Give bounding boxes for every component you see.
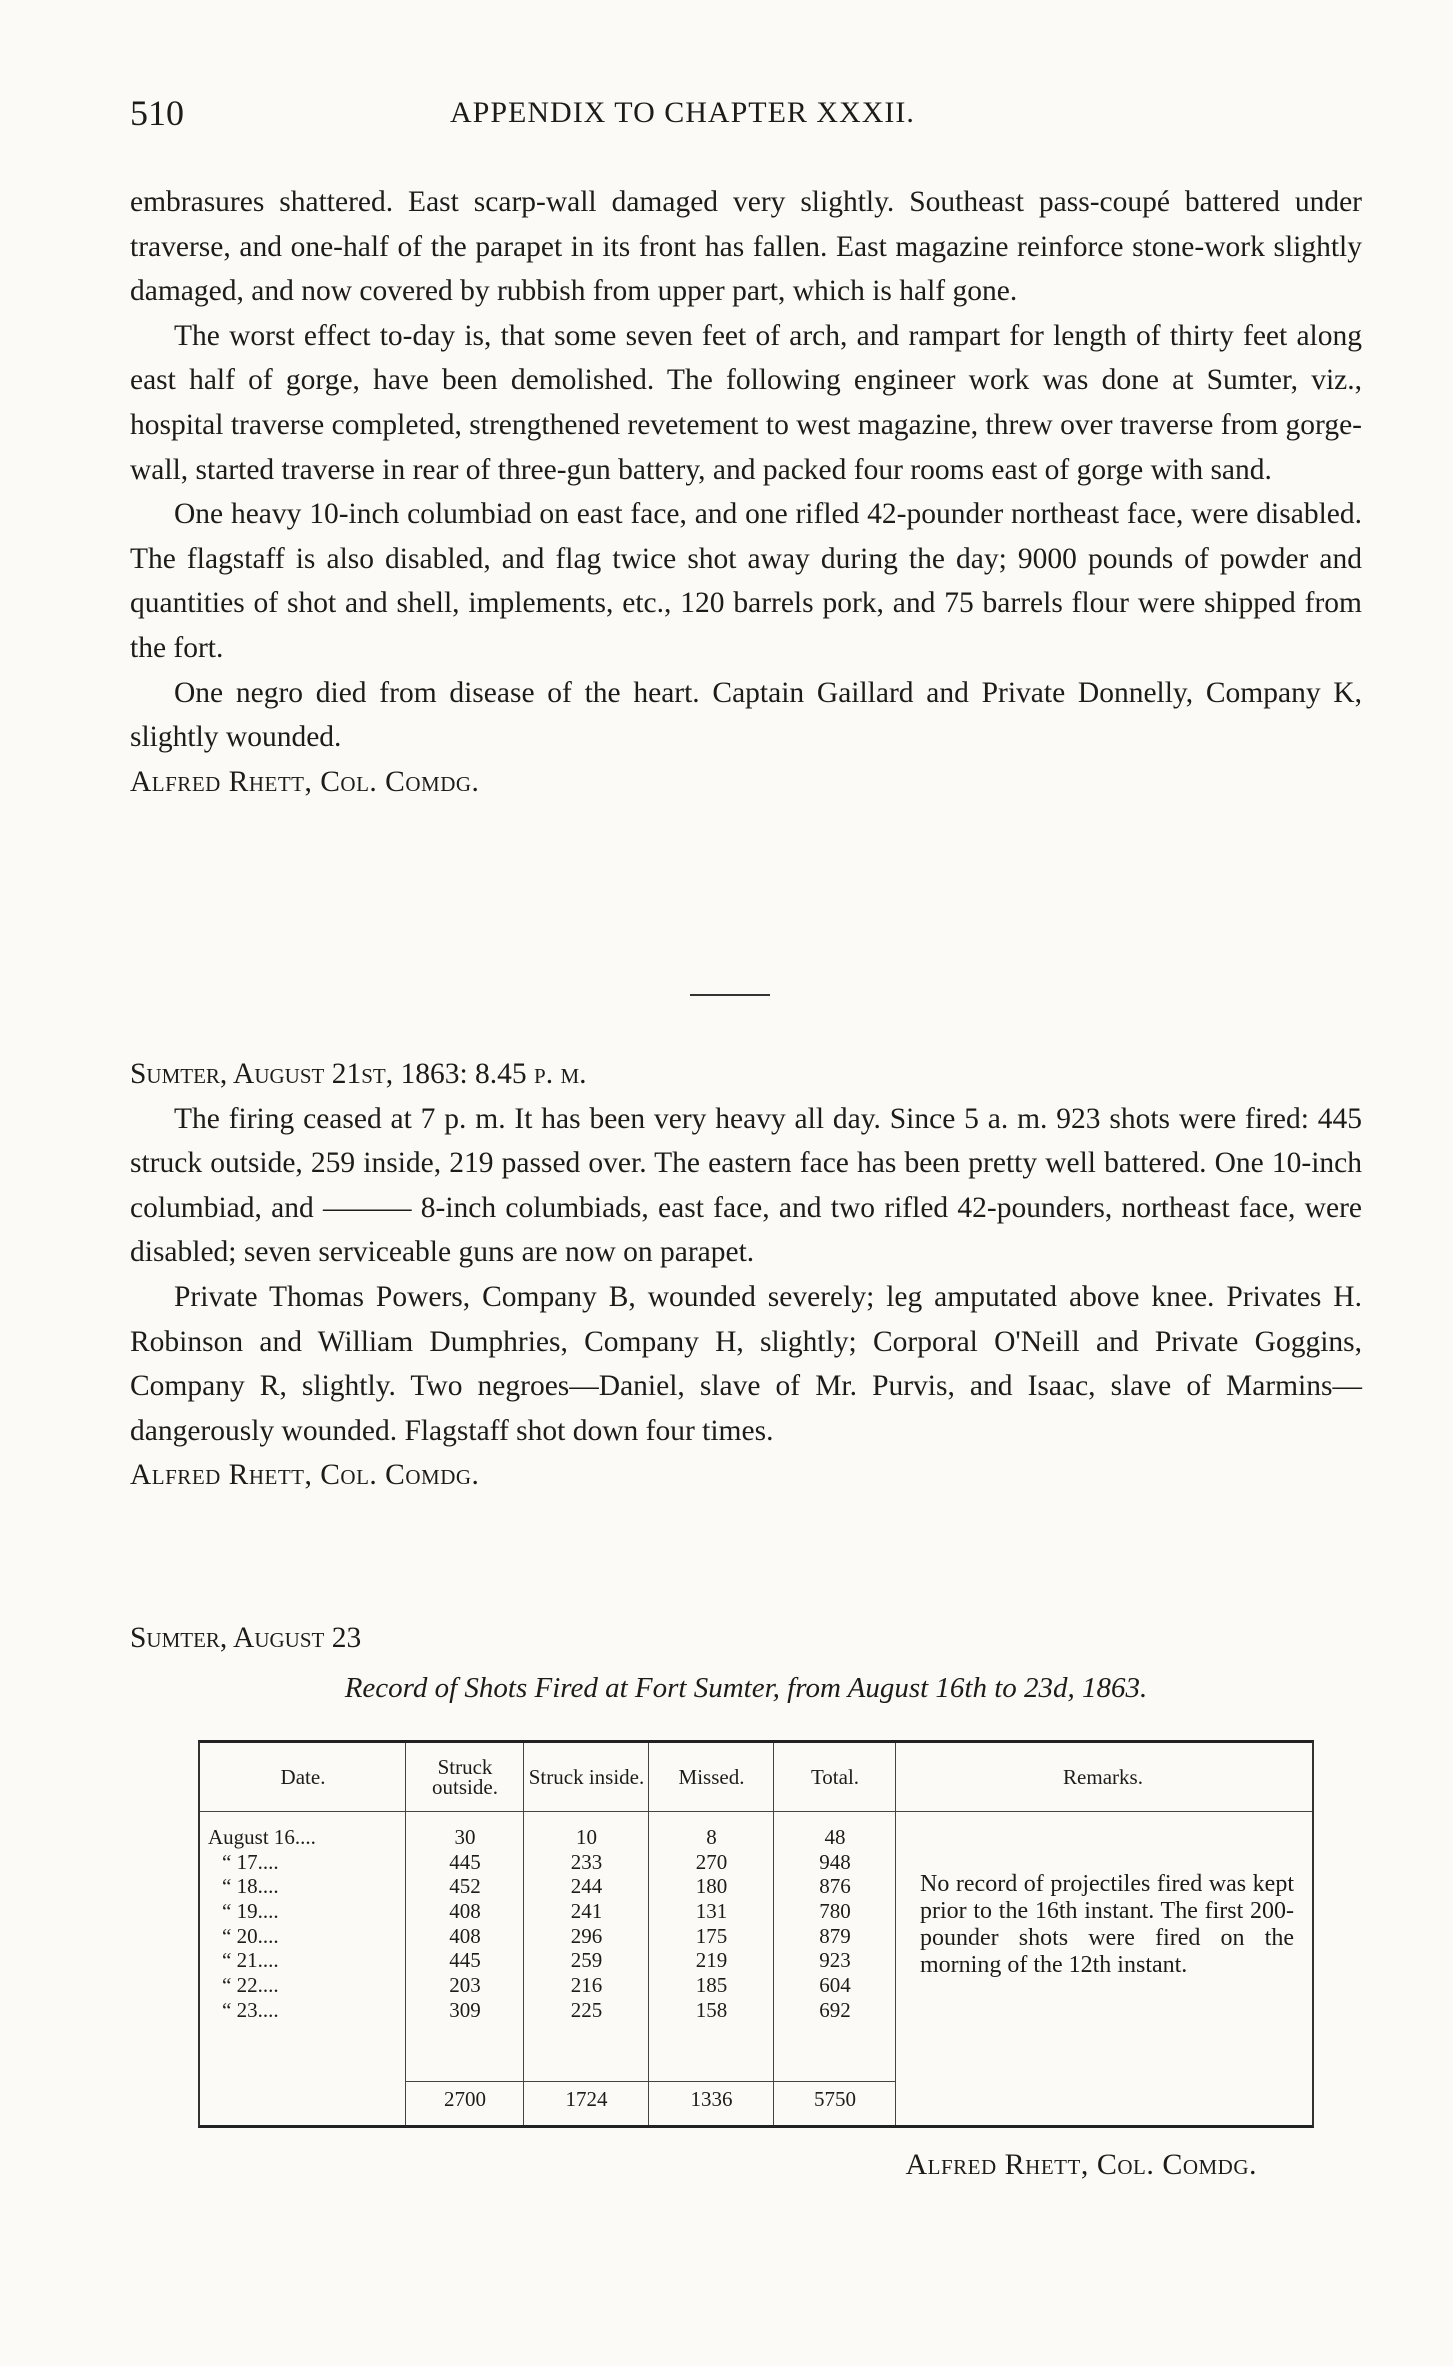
total-outside: 2700 (444, 2087, 486, 2111)
page-number: 510 (130, 93, 184, 133)
table-caption: Record of Shots Fired at Fort Sumter, from August 16th to 23d, 1863. (344, 1672, 1148, 1704)
table-cell-inside: 233 (570, 1849, 603, 1874)
table-cell-outside: 30 (454, 1825, 476, 1849)
total-total: 5750 (814, 2087, 856, 2111)
table-cell-inside: 296 (570, 1923, 603, 1948)
table-cell-date: “ 17.... (222, 1849, 279, 1874)
table-cell-outside: 309 (449, 1997, 481, 2022)
table-cell-inside: 241 (570, 1899, 603, 1924)
table-cell-missed: 180 (695, 1874, 728, 1899)
table-cell-outside: 408 (449, 1899, 481, 1924)
date-cells (208, 1825, 404, 2023)
report-section-2 (130, 1052, 1362, 1498)
report-section-1 (130, 180, 1362, 804)
table-cell-date: “ 23.... (222, 1997, 279, 2022)
table-cell-inside: 244 (570, 1874, 603, 1899)
table-cell-outside: 203 (449, 1973, 481, 1998)
header-date: Date. (280, 1765, 326, 1789)
table-cell-inside: 225 (570, 1997, 603, 2022)
table-cell-inside: 259 (570, 1948, 603, 1973)
table-cell-missed: 270 (695, 1849, 728, 1874)
paragraph: The worst effect to-day is, that some seven feet of arch, and rampart for length of thirty feet along east half of gorge, have been demolished. The following engineer work was done at Sumter, viz., hospital traverse completed, strengthened revetement to west magazine, threw over traverse from gorge-wall, started traverse in rear of three-gun battery, and packed four rooms east of gorge with sand. (130, 319, 1362, 486)
table-cell-total: 876 (819, 1874, 851, 1899)
dateline: Sumter, August 21st, 1863: 8.45 p. m. (130, 1058, 587, 1090)
paragraph: Private Thomas Powers, Company B, wounded severely; leg amputated above knee. Privates H. Robinson and William Dumphries, Company H, slightly; Corporal O'Neill and Private Goggins, Company R, slightly. Two negroes—Daniel, slave of Mr. Purvis, and Isaac, slave of Marmins—dangerously wounded. Flagstaff shot down four times. (130, 1280, 1362, 1447)
signature: Alfred Rhett, Col. Comdg. (130, 1459, 480, 1492)
section-divider (690, 994, 770, 996)
report-section-3 (130, 1616, 1362, 1661)
header-remarks: Remarks. (1063, 1765, 1143, 1789)
table-cell-date: “ 18.... (222, 1874, 279, 1899)
dateline: Sumter, August 23 (130, 1622, 362, 1654)
table-cell-outside: 408 (449, 1923, 481, 1948)
totals-separator (406, 2081, 896, 2082)
table-cell-date: “ 20.... (222, 1923, 279, 1948)
table-cell-total: 604 (819, 1973, 851, 1998)
table-cell-date: August 16.... (208, 1825, 316, 1849)
table-remarks: No record of projectiles fired was kept prior to the 16th instant. The first 200-pounder shots were fired on the morning of the 12th instant. (920, 1871, 1294, 1978)
missed-cells (649, 1825, 774, 2023)
table-cell-date: “ 22.... (222, 1973, 279, 1998)
table-cell-outside: 445 (449, 1948, 481, 1973)
header-struck-inside: Struck inside. (528, 1765, 645, 1789)
table-cell-date: “ 21.... (222, 1948, 279, 1973)
running-title: APPENDIX TO CHAPTER XXXII. (450, 96, 915, 129)
table-cell-total: 692 (819, 1997, 851, 2022)
paragraph: One heavy 10-inch columbiad on east face, and one rifled 42-pounder northeast face, were disabled. The flagstaff is also disabled, and flag twice shot away during the day; 9000 pounds of powder and quantities of shot and shell, implements, etc., 120 barrels pork, and 75 barrels flour were shipped from the fort. (130, 498, 1362, 664)
table-cell-missed: 131 (695, 1899, 728, 1924)
page-header (130, 92, 1330, 142)
table-cell-missed: 8 (706, 1825, 717, 1849)
table-cell-total: 879 (819, 1923, 851, 1948)
table-cell-total: 923 (819, 1948, 851, 1973)
table-cell-inside: 10 (576, 1825, 597, 1849)
signature: Alfred Rhett, Col. Comdg. (130, 765, 480, 798)
table-cell-outside: 452 (449, 1874, 481, 1899)
outside-cells (406, 1825, 524, 2023)
table-cell-outside: 445 (449, 1849, 481, 1874)
header-separator (200, 1811, 1312, 1812)
inside-cells (524, 1825, 649, 2023)
header-missed: Missed. (678, 1765, 745, 1789)
table-cell-total: 948 (819, 1849, 851, 1874)
table-cell-total: 780 (819, 1899, 851, 1924)
table-cell-total: 48 (824, 1825, 846, 1849)
table-cell-missed: 219 (695, 1948, 728, 1973)
total-cells (774, 1825, 896, 2023)
paragraph: The firing ceased at 7 p. m. It has been very heavy all day. Since 5 a. m. 923 shots were fired: 445 struck outside, 259 inside, 219 passed over. The eastern face has been pretty well battered. One 10-inch columbiad, and ——— 8-inch columbiads, east face, and two rifled 42-pounders, northeast face, were disabled; seven serviceable guns are now on parapet. (130, 1102, 1362, 1269)
paragraph: embrasures shattered. East scarp-wall damaged very slightly. Southeast pass-coupé battered under traverse, and one-half of the parapet in its front has fallen. East magazine reinforce stone-work slightly damaged, and now covered by rubbish from upper part, which is half gone. (130, 186, 1362, 308)
table-cell-date: “ 19.... (222, 1899, 279, 1924)
table-cell-missed: 185 (695, 1973, 728, 1998)
header-total: Total. (810, 1765, 860, 1789)
shots-table (198, 1740, 1314, 2128)
final-signature: Alfred Rhett, Col. Comdg. (905, 2148, 1257, 2181)
paragraph: One negro died from disease of the heart. Captain Gaillard and Private Donnelly, Company K, slightly wounded. (130, 676, 1362, 754)
table-cell-missed: 175 (695, 1923, 728, 1948)
header-struck-outside: Struck outside. (432, 1755, 498, 1799)
table-cell-missed: 158 (695, 1997, 728, 2022)
total-missed: 1336 (690, 2087, 733, 2111)
total-inside: 1724 (565, 2087, 608, 2111)
table-cell-inside: 216 (570, 1973, 603, 1998)
